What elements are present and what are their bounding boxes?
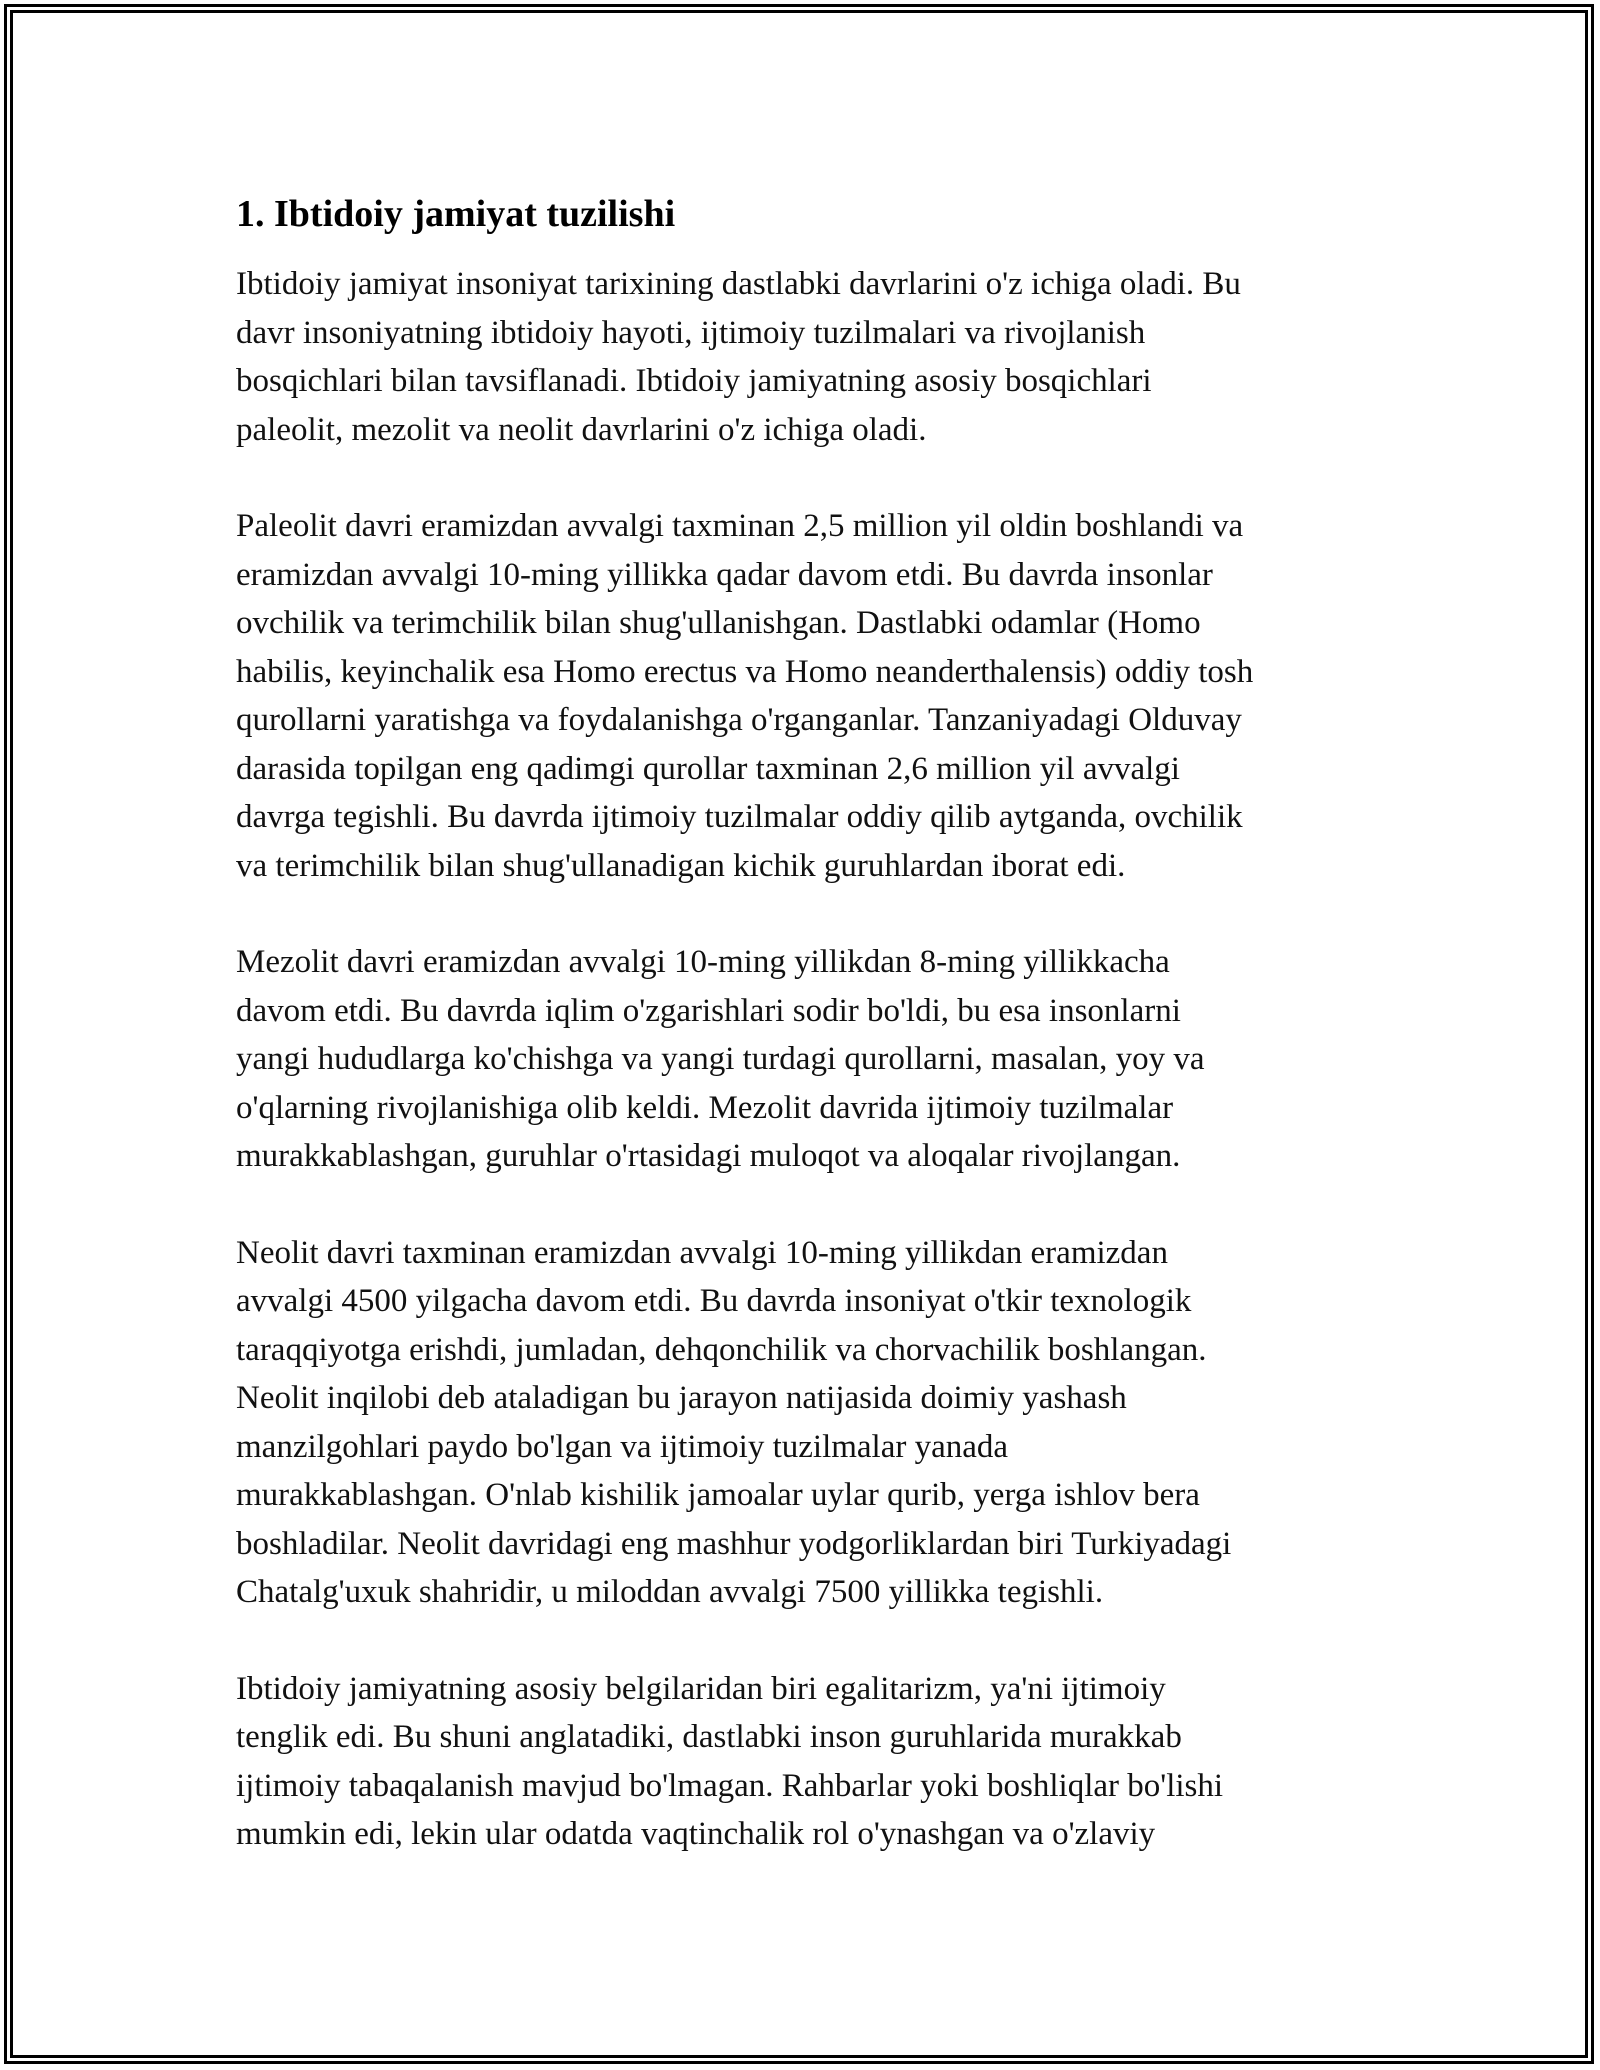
paragraph-egalitarianism [236, 1665, 1376, 1859]
text-line: murakkablashgan. O'nlab kishilik jamoalar uylar qurib, yerga ishlov bera [236, 1477, 1200, 1513]
text-line: taraqqiyotga erishdi, jumladan, dehqonchilik va chorvachilik boshlangan. [236, 1331, 1207, 1368]
document-body [236, 188, 1376, 1907]
text-line: habilis, keyinchalik esa Homo erectus va Homo neanderthalensis) oddiy tosh [236, 653, 1254, 690]
section-heading: 1. Ibtidoiy jamiyat tuzilishi [236, 193, 676, 235]
text-line: davr insoniyatning ibtidoiy hayoti, ijtimoiy tuzilmalari va rivojlanish [236, 314, 1146, 351]
text-line: va terimchilik bilan shug'ullanadigan kichik guruhlardan iborat edi. [236, 847, 1126, 884]
text-line: Neolit inqilobi deb ataladigan bu jarayon natijasida doimiy yashash [236, 1380, 1127, 1416]
text-line: qurollarni yaratishga va foydalanishga o'rganganlar. Tanzaniyadagi Olduvay [236, 702, 1242, 738]
text-line: ijtimoiy tabaqalanish mavjud bo'lmagan. Rahbarlar yoki boshliqlar bo'lishi [236, 1767, 1224, 1804]
text-line: Neolit davri taxminan eramizdan avvalgi 10-ming yillikdan eramizdan [236, 1234, 1168, 1271]
text-line: o'qlarning rivojlanishiga olib keldi. Mezolit davrida ijtimoiy tuzilmalar [236, 1089, 1174, 1126]
text-line: yangi hududlarga ko'chishga va yangi turdagi qurollarni, masalan, yoy va [236, 1041, 1205, 1077]
paragraph-paleolithic [236, 502, 1376, 890]
text-line: Ibtidoiy jamiyat insoniyat tarixining dastlabki davrlarini o'z ichiga oladi. Bu [236, 266, 1241, 302]
text-line: darasida topilgan eng qadimgi qurollar taxminan 2,6 million yil avvalgi [236, 750, 1180, 787]
text-line: mumkin edi, lekin ular odatda vaqtinchalik rol o'ynashgan va o'zlaviy [236, 1816, 1156, 1852]
text-line: Ibtidoiy jamiyatning asosiy belgilaridan biri egalitarizm, ya'ni ijtimoiy [236, 1670, 1166, 1707]
text-line: murakkablashgan, guruhlar o'rtasidagi muloqot va aloqalar rivojlangan. [236, 1138, 1181, 1174]
text-line: davrga tegishli. Bu davrda ijtimoiy tuzilmalar oddiy qilib aytganda, ovchilik [236, 799, 1243, 835]
text-line: manzilgohlari paydo bo'lgan va ijtimoiy tuzilmalar yanada [236, 1428, 1009, 1465]
text-line: paleolit, mezolit va neolit davrlarini o'z ichiga oladi. [236, 411, 927, 448]
paragraph-mesolithic [236, 938, 1376, 1181]
text-line: Chatalg'uxuk shahridir, u miloddan avvalgi 7500 yillikka tegishli. [236, 1574, 1104, 1610]
text-line: ovchilik va terimchilik bilan shug'ullanishgan. Dastlabki odamlar (Homo [236, 605, 1201, 641]
paragraph-intro [236, 260, 1376, 454]
text-line: Paleolit davri eramizdan avvalgi taxminan 2,5 million yil oldin boshlandi va [236, 508, 1244, 544]
text-line: bosqichlari bilan tavsiflanadi. Ibtidoiy jamiyatning asosiy bosqichlari [236, 363, 1152, 399]
text-line: boshladilar. Neolit davridagi eng mashhur yodgorliklardan biri Turkiyadagi [236, 1525, 1232, 1562]
text-line: tenglik edi. Bu shuni anglatadiki, dastlabki inson guruhlarida murakkab [236, 1719, 1182, 1755]
text-line: Mezolit davri eramizdan avvalgi 10-ming yillikdan 8-ming yillikkacha [236, 944, 1170, 980]
text-line: avvalgi 4500 yilgacha davom etdi. Bu davrda insoniyat o'tkir texnologik [236, 1283, 1192, 1319]
paragraph-neolithic [236, 1229, 1376, 1617]
text-line: eramizdan avvalgi 10-ming yillikka qadar davom etdi. Bu davrda insonlar [236, 556, 1213, 593]
text-line: davom etdi. Bu davrda iqlim o'zgarishlari sodir bo'ldi, bu esa insonlarni [236, 992, 1181, 1029]
